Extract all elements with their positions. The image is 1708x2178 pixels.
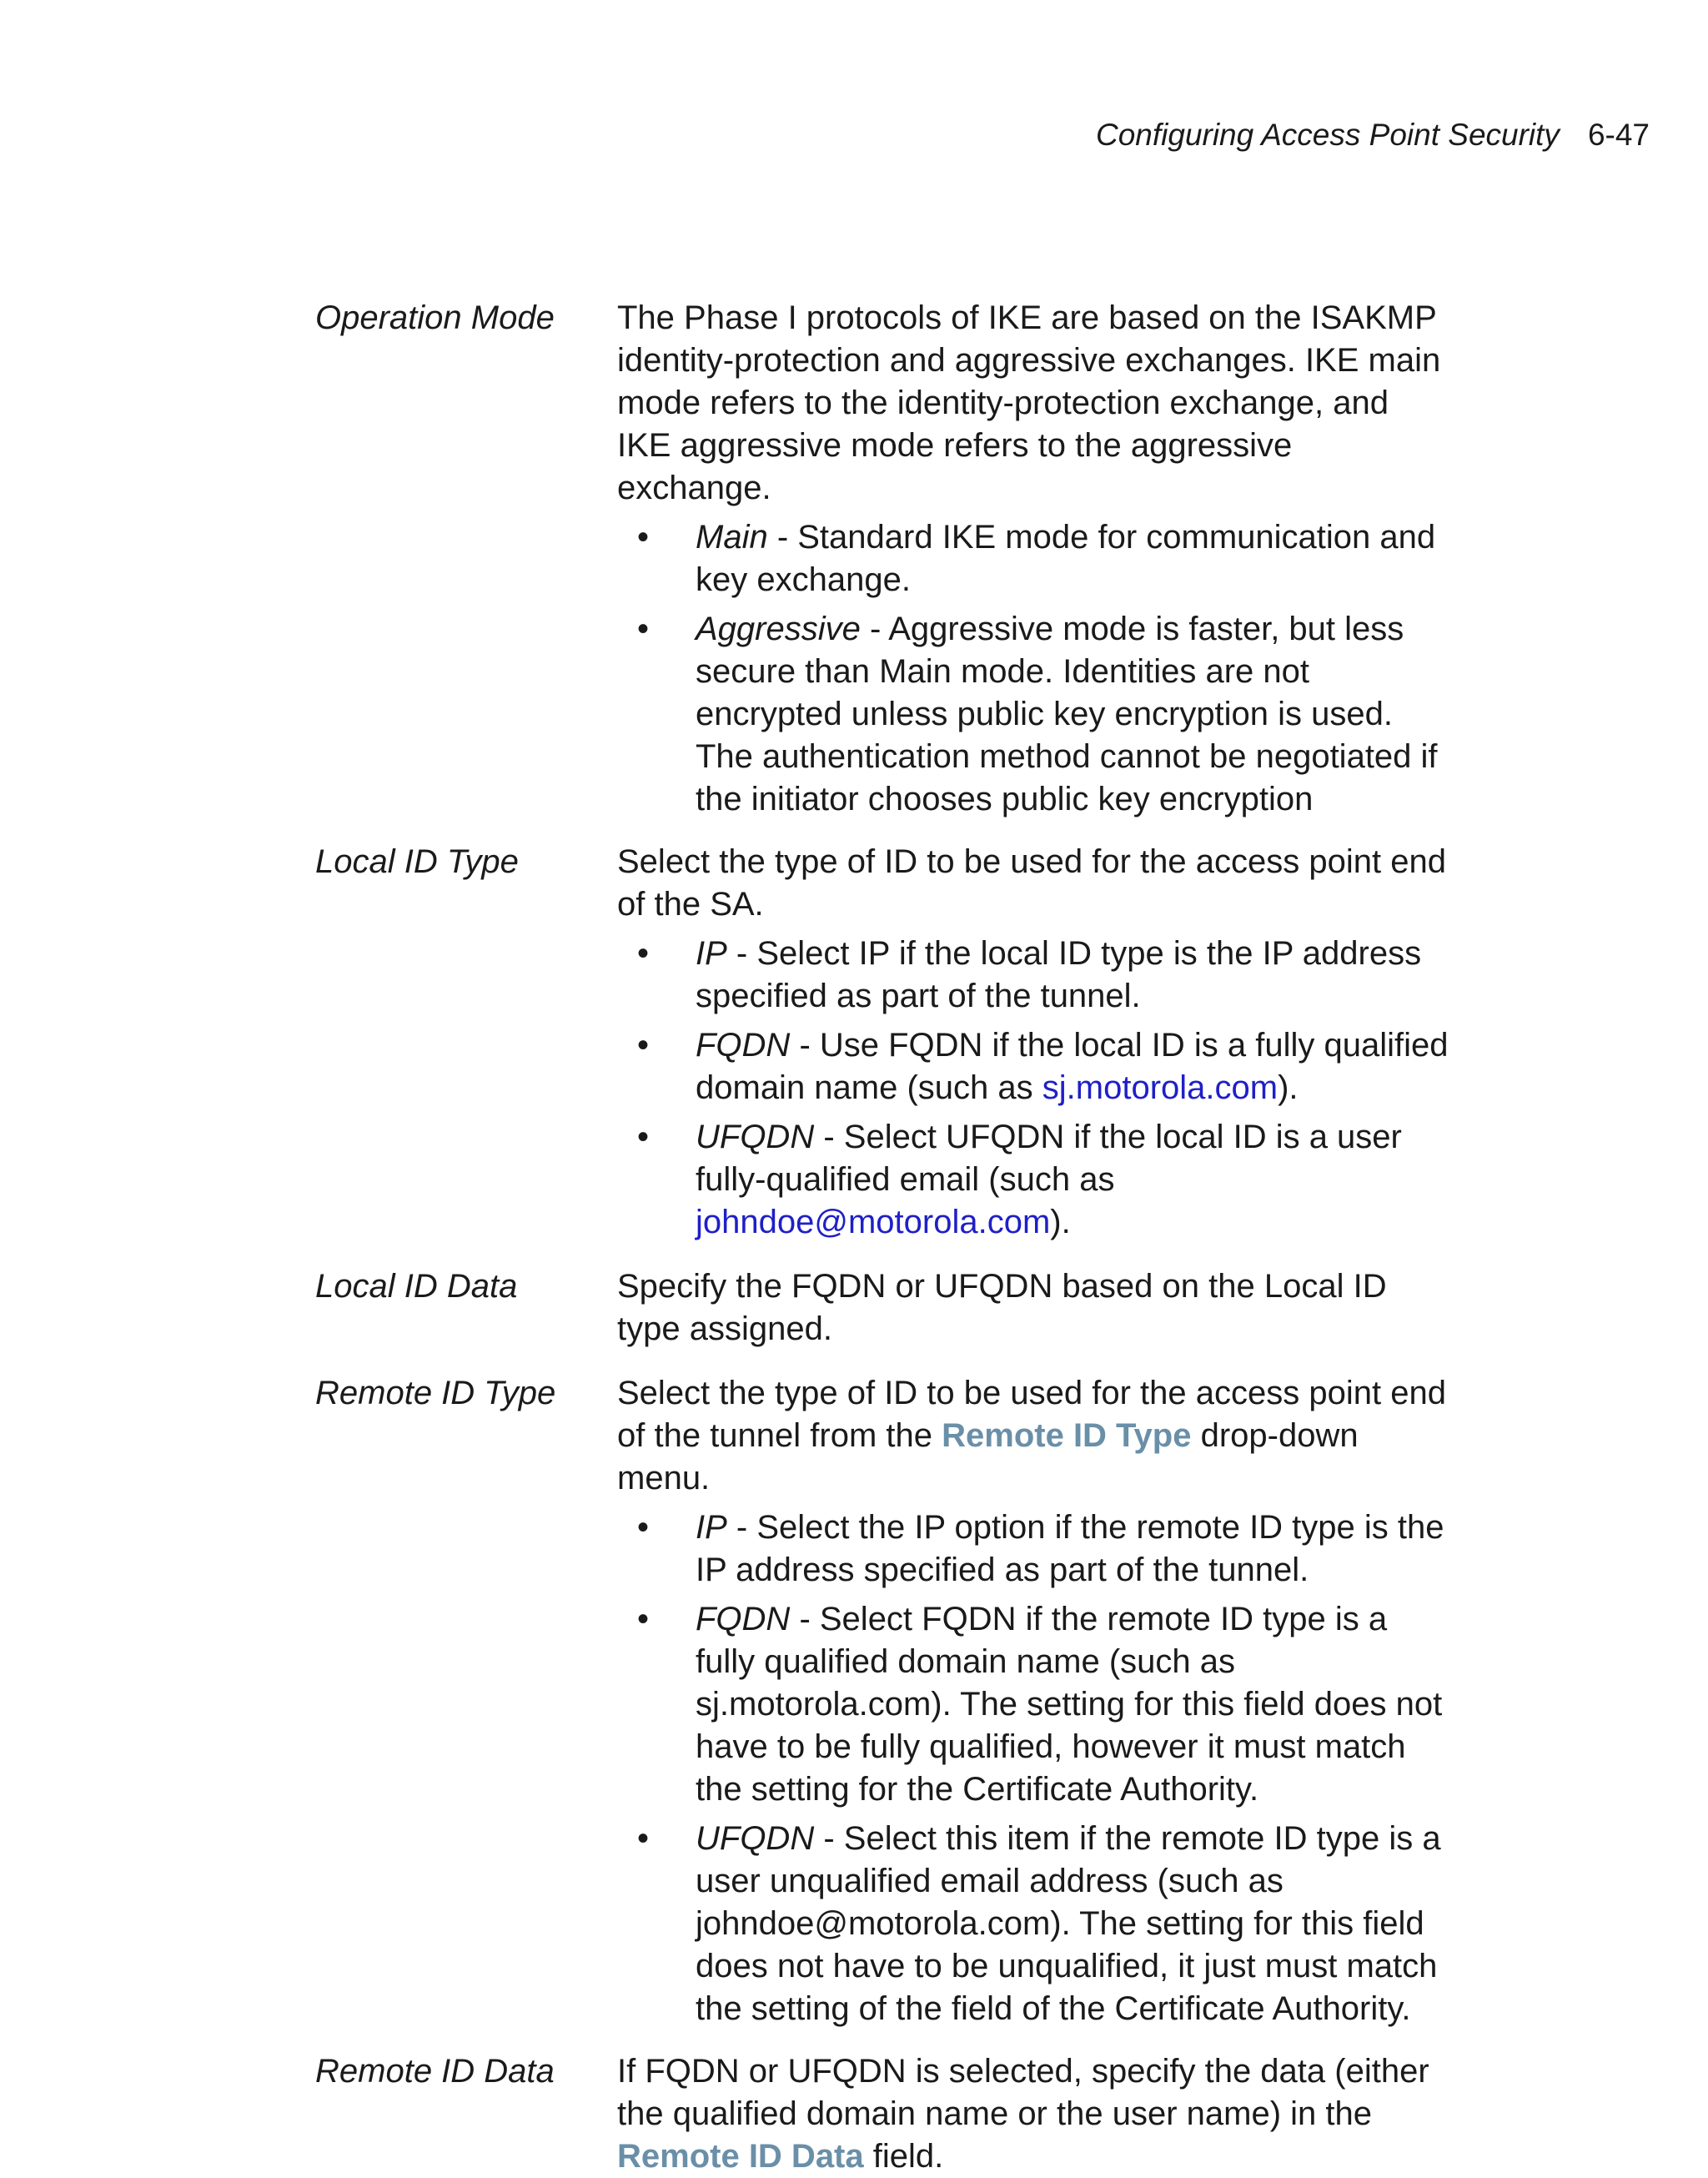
section-title: Configuring Access Point Security: [1095, 118, 1560, 152]
row-local-id-type: [315, 841, 1483, 1250]
bullet-term: IP: [696, 935, 727, 972]
definition-text-start: Select the type of ID to be used for the access point end of the tunnel from the: [617, 1375, 1446, 1454]
bullet-text: - Use FQDN if the local ID is a fully qualified domain name (such as: [696, 1027, 1449, 1106]
email-link[interactable]: johndoe@motorola.com: [696, 1204, 1051, 1240]
definition-text: Select the type of ID to be used for the access point end of the SA.: [617, 843, 1446, 923]
row-remote-id-type: [315, 1372, 1483, 2037]
example-link[interactable]: sj.motorola.com: [1042, 1069, 1278, 1106]
ui-reference-remote-id-data: Remote ID Data: [617, 2138, 864, 2175]
definition-remote-id-type: [617, 1372, 1451, 2037]
definition-table: [315, 297, 1483, 2178]
definition-text: [617, 1372, 1451, 1500]
definition-text-end: drop-down menu.: [617, 1417, 1359, 1496]
bullet-text-end: ).: [1050, 1204, 1071, 1240]
bullet-text: - Select FQDN if the remote ID type is a fully qualified domain name (such as sj.motorola.com). The setting for this field does not have to be fully qualified, however it must match the setting for the Certificate Authority.: [696, 1601, 1443, 1808]
term-remote-id-type: Remote ID Type: [315, 1375, 556, 1411]
bullet-list: [617, 933, 1451, 1244]
bullet-text-end: ).: [1278, 1069, 1299, 1106]
bullet-text: - Standard IKE mode for communication and key exchange.: [696, 519, 1436, 598]
bullet-term: FQDN: [696, 1027, 791, 1064]
definition-operation-mode: [617, 297, 1451, 827]
definition-local-id-type: [617, 841, 1451, 1250]
bullet-term: UFQDN: [696, 1820, 815, 1857]
bullet-item-ufqdn: [617, 1818, 1451, 2030]
term-operation-mode: Operation Mode: [315, 299, 555, 336]
page-number: 6-47: [1587, 118, 1650, 152]
term-local-id-data: Local ID Data: [315, 1268, 518, 1305]
term-local-id-type: Local ID Type: [315, 843, 519, 880]
bullet-item-ufqdn: [617, 1116, 1451, 1244]
definition-local-id-data: [617, 1265, 1451, 1351]
definition-text: Specify the FQDN or UFQDN based on the Local ID type assigned.: [617, 1268, 1387, 1347]
row-local-id-data: [315, 1265, 1483, 1351]
bullet-text: - Aggressive mode is faster, but less secure than Main mode. Identities are not encrypted unless public key encryption is used. The authentication method cannot be negotiated if the initiator chooses public key encryption: [696, 611, 1438, 817]
bullet-term: Main: [696, 519, 768, 556]
definition-text: The Phase I protocols of IKE are based on the ISAKMP identity-protection and aggressive exchanges. IKE main mode refers to the identity-protection exchange, and IKE aggressive mode refers to the aggressive exchange.: [617, 299, 1441, 506]
bullet-icon: •: [637, 1027, 650, 1064]
definition-text-end: field.: [863, 2138, 944, 2175]
bullet-item-ip: [617, 1506, 1451, 1592]
term-remote-id-data: Remote ID Data: [315, 2053, 555, 2090]
bullet-term: Aggressive: [696, 611, 861, 647]
bullet-item-main: [617, 516, 1451, 601]
running-header: [1096, 115, 1650, 155]
definition-text-start: If FQDN or UFQDN is selected, specify the data (either the qualified domain name or the user name) in the: [617, 2053, 1429, 2132]
row-operation-mode: [315, 297, 1483, 827]
bullet-list: [617, 516, 1451, 821]
bullet-text: - Select the IP option if the remote ID type is the IP address specified as part of the tunnel.: [696, 1509, 1444, 1588]
bullet-text: - Select UFQDN if the local ID is a user fully-qualified email (such as: [696, 1119, 1402, 1198]
row-remote-id-data: [315, 2050, 1483, 2178]
bullet-item-ip: [617, 933, 1451, 1018]
bullet-icon: •: [637, 1820, 650, 1857]
bullet-item-fqdn: [617, 1024, 1451, 1109]
bullet-term: UFQDN: [696, 1119, 815, 1155]
bullet-icon: •: [637, 1119, 650, 1155]
bullet-list: [617, 1506, 1451, 2030]
bullet-term: FQDN: [696, 1601, 791, 1637]
bullet-text: - Select this item if the remote ID type is a user unqualified email address (such as johndoe@motorola.com). The setting for this field does not have to be unqualified, it just must match the setting of the field of the Certificate Authority.: [696, 1820, 1441, 2027]
bullet-icon: •: [637, 1601, 650, 1637]
bullet-icon: •: [637, 1509, 650, 1546]
bullet-item-aggressive: [617, 608, 1451, 821]
definition-text: [617, 2050, 1451, 2178]
bullet-item-fqdn: [617, 1598, 1451, 1811]
definition-remote-id-data: [617, 2050, 1451, 2178]
bullet-text: - Select IP if the local ID type is the IP address specified as part of the tunnel.: [696, 935, 1422, 1014]
bullet-term: IP: [696, 1509, 727, 1546]
bullet-icon: •: [637, 611, 650, 647]
bullet-icon: •: [637, 519, 650, 556]
ui-reference-remote-id-type: Remote ID Type: [942, 1417, 1192, 1454]
bullet-icon: •: [637, 935, 650, 972]
